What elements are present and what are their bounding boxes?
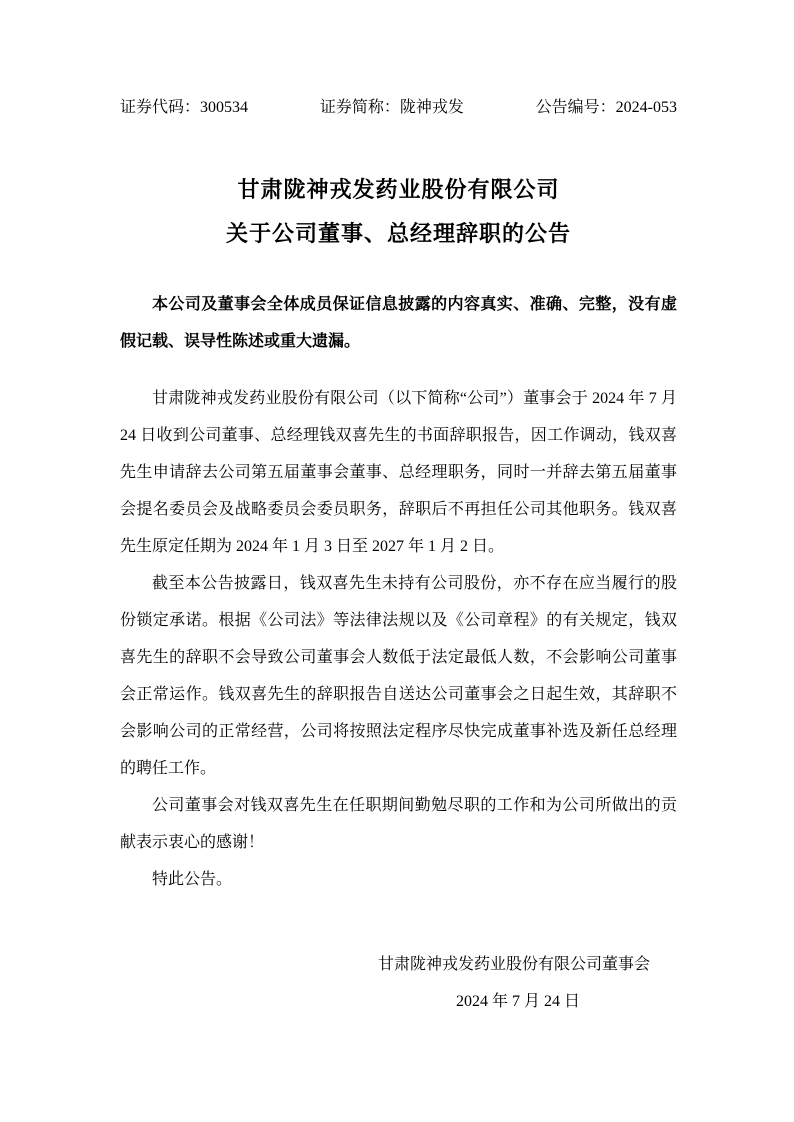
signature-block [120, 946, 677, 1020]
body-paragraph-resignation: 甘肃陇神戎发药业股份有限公司（以下简称“公司”）董事会于 2024 年 7 月 24 日收到公司董事、总经理钱双喜先生的书面辞职报告，因工作调动，钱双喜先生申请辞去公司第五届董事会董事、总经理职务，同时一并辞去第五届董事会提名委员会及战略委员会委员职务，辞职后不再担任公司其他职务。钱双喜先生原定任期为 2024 年 1 月 3 日至 2027 年 1 月 2 日。 [120, 390, 677, 555]
document-header [120, 98, 677, 118]
signature-date: 2024 年 7 月 24 日 [455, 993, 580, 1010]
company-name-title: 甘肃陇神戎发药业股份有限公司 [237, 177, 560, 202]
announcement-title: 关于公司董事、总经理辞职的公告 [225, 221, 571, 246]
disclaimer-paragraph: 本公司及董事会全体成员保证信息披露的内容真实、准确、完整，没有虚假记载、误导性陈述或重大遗漏。 [120, 296, 677, 350]
body-paragraph-shareholding: 截至本公告披露日，钱双喜先生未持有公司股份，亦不存在应当履行的股份锁定承诺。根据《公司法》等法律法规以及《公司章程》的有关规定，钱双喜先生的辞职不会导致公司董事会人数低于法定最低人数，不会影响公司董事会正常运作。钱双喜先生的辞职报告自送达公司董事会之日起生效，其辞职不会影响公司的正常经营，公司将按照法定程序尽快完成董事补选及新任总经理的聘任工作。 [120, 575, 677, 777]
stock-code: 证券代码：300534 [120, 99, 249, 116]
closing-note: 特此公告。 [152, 871, 233, 888]
signature-company: 甘肃陇神戎发药业股份有限公司董事会 [377, 956, 650, 973]
stock-name: 证券简称：陇神戎发 [319, 99, 464, 116]
announcement-number: 公告编号：2024-053 [535, 99, 677, 116]
body-paragraph-gratitude: 公司董事会对钱双喜先生在任职期间勤勉尽职的工作和为公司所做出的贡献表示衷心的感谢！ [120, 797, 677, 851]
